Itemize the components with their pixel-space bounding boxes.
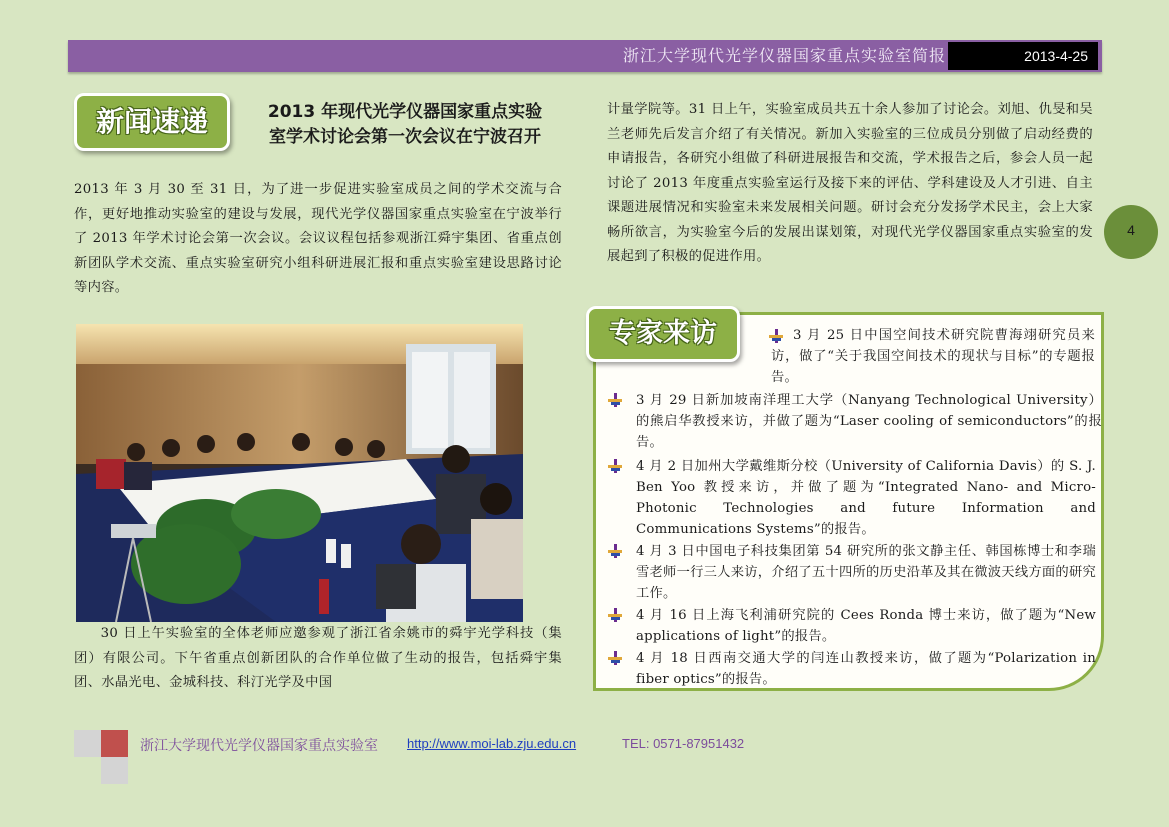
news-section-badge: 新闻速递 [74,93,230,151]
footer-square-red [101,730,128,757]
visit-item-2: 3 月 29 日新加坡南洋理工大学（Nanyang Technological University）的熊启华教授来访，并做了题为“Laser cooling of semiconductors”的报告。 [636,393,1102,450]
footer-website-link[interactable]: http://www.moi-lab.zju.edu.cn [407,736,577,751]
article-paragraph-2: 30 日上午实验室的全体老师应邀参观了浙江省余姚市的舜宇光学科技（集团）有限公司。下午省重点创新团队的合作单位做了生动的报告，包括舜宇集团、水晶光电、金城科技、科汀光学及中国 [74,626,562,690]
bullet-icon [608,608,622,622]
visit-item-5: 4 月 16 日上海飞利浦研究院的 Cees Ronda 博士来访，做了题为“New applications of light”的报告。 [636,608,1096,644]
expert-visits-panel [593,312,1104,691]
visit-item-3: 4 月 2 日加州大学戴维斯分校（University of California Davis）的 S. J. Ben Yoo 教授来访，并做了题为“Integrated Nano- and Micro-Photonic Technologies and future Information and Communications Systems”的报告。 [636,459,1096,537]
visit-item-6: 4 月 18 日西南交通大学的闫连山教授来访，做了题为“Polarization in fiber optics”的报告。 [636,651,1096,687]
header-bar [68,40,1102,72]
newsletter-title: 浙江大学现代光学仪器国家重点实验室简报 [622,46,946,65]
article-title-line-1: 2013 年现代光学仪器国家重点实验 [267,102,543,122]
article-paragraph-1: 2013 年 3 月 30 至 31 日，为了进一步促进实验室成员之间的学术交流与合作，更好地推动实验室的建设与发展，现代光学仪器国家重点实验室在宁波举行了 2013 年学术讨论会第一次会议。会议议程包括参观浙江舜宇集团、省重点创新团队学术交流、重点实验室研究小组科研进展汇报和重点实验室建设思路讨论等内容。 [74,182,562,295]
footer-lab-name: 浙江大学现代光学仪器国家重点实验室 [140,738,378,754]
bullet-icon [608,459,622,473]
footer-square-gray-2 [101,757,128,784]
visit-item-1: 3 月 25 日中国空间技术研究院曹海翊研究员来访，做了“关于我国空间技术的现状与目标”的专题报告。 [771,328,1095,385]
article-title-line-2: 室学术讨论会第一次会议在宁波召开 [269,127,541,147]
bullet-icon [608,651,622,665]
article-paragraph-3: 计量学院等。31 日上午，实验室成员共五十余人参加了讨论会。刘旭、仇旻和吴兰老师先后发言介绍了有关情况。新加入实验室的三位成员分别做了启动经费的申请报告，各研究小组做了科研进展报告和交流，学术报告之后，参会人员一起讨论了 2013 年度重点实验室运行及接下来的评估、学科建设及人才引进、自主课题进展情况和实验室未来发展相关问题。研讨会充分发扬学术民主，会上大家畅所欲言，为实验室今后的发展出谋划策，对现代光学仪器国家重点实验室的发展起到了积极的促进作用。 [607,102,1093,264]
meeting-photo [76,324,523,622]
bullet-icon [608,393,622,407]
visit-item-4: 4 月 3 日中国电子科技集团第 54 研究所的张文静主任、韩国栋博士和李瑞雪老师一行三人来访，介绍了五十四所的历史沿革及其在微波天线方面的研究工作。 [636,544,1096,601]
meeting-photo-graphic [76,324,523,622]
footer-square-gray [74,730,101,757]
expert-section-badge: 专家来访 [586,306,740,362]
bullet-icon [608,544,622,558]
footer-telephone: TEL: 0571-87951432 [622,736,745,751]
article-title [240,100,570,150]
issue-date: 2013-4-25 [1024,48,1088,64]
date-box [948,42,1098,70]
page-number: 4 [1104,205,1158,259]
